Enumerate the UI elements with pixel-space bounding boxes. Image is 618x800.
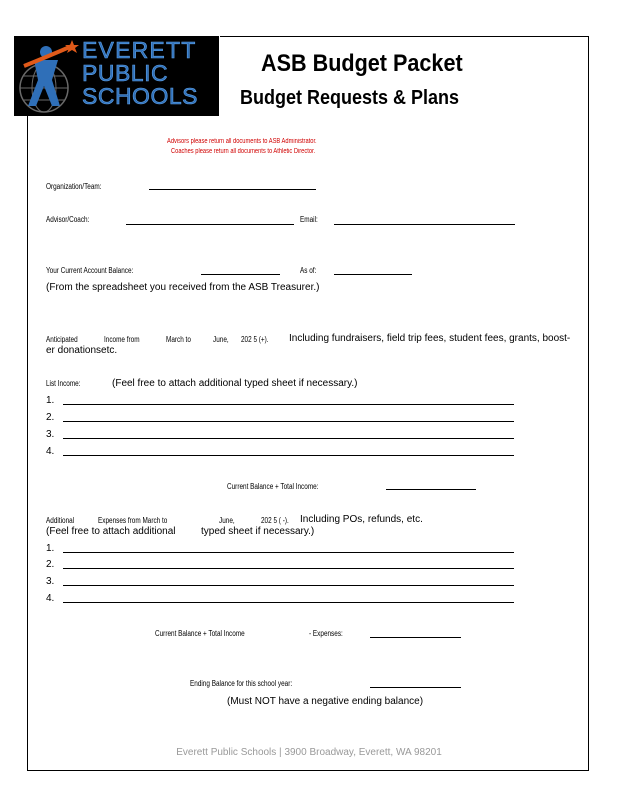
expenses-word-3: June, xyxy=(219,516,235,525)
expense-item-1-field[interactable] xyxy=(63,552,514,553)
expenses-description: Including POs, refunds, etc. xyxy=(300,514,423,525)
globe-figure-icon xyxy=(14,36,84,116)
income-word-3: March to xyxy=(166,335,191,344)
email-field[interactable] xyxy=(334,224,515,225)
expense-item-3-field[interactable] xyxy=(63,585,514,586)
expense-item-number: 4. xyxy=(46,593,55,604)
income-word-1: Anticipated xyxy=(46,335,78,344)
calc-label: Current Balance + Total Income xyxy=(155,629,245,638)
expenses-word-1: Additional xyxy=(46,516,75,525)
expense-item-4-field[interactable] xyxy=(63,602,514,603)
expense-item-number: 3. xyxy=(46,576,55,587)
balance-field[interactable] xyxy=(201,274,280,275)
income-word-4: June, xyxy=(213,335,229,344)
calc-result-field[interactable] xyxy=(370,637,461,638)
expenses-word-4: 202 5 ( -). xyxy=(261,516,289,525)
logo-wordmark: EVERETT PUBLIC SCHOOLS xyxy=(82,37,198,109)
balance-total-label: Current Balance + Total Income: xyxy=(227,482,319,491)
expenses-word-2: Expenses from March to xyxy=(98,516,168,525)
as-of-label: As of: xyxy=(300,266,317,275)
district-logo xyxy=(14,36,219,116)
income-item-number: 2. xyxy=(46,412,55,423)
page-border-top xyxy=(220,36,588,37)
ending-balance-note: (Must NOT have a negative ending balance) xyxy=(227,696,424,707)
income-item-number: 4. xyxy=(46,446,55,457)
ending-balance-field[interactable] xyxy=(370,687,461,688)
expenses-note-b: typed sheet if necessary.) xyxy=(201,526,315,537)
income-item-number: 1. xyxy=(46,395,55,406)
advisor-field[interactable] xyxy=(126,224,294,225)
income-description-2: er donationsetc. xyxy=(46,345,118,356)
list-income-note: (Feel free to attach additional typed sheet if necessary.) xyxy=(112,378,358,389)
balance-label: Your Current Account Balance: xyxy=(46,266,134,275)
advisor-notice: Advisors please return all documents to ASB Administrator. xyxy=(167,138,317,145)
calc-minus-label: - Expenses: xyxy=(309,629,343,638)
page-subtitle: Budget Requests & Plans xyxy=(240,87,460,109)
ending-balance-label: Ending Balance for this school year: xyxy=(190,679,293,688)
organization-field[interactable] xyxy=(149,189,316,190)
organization-label: Organization/Team: xyxy=(46,182,102,191)
coach-notice: Coaches please return all documents to Athletic Director. xyxy=(171,148,316,155)
expenses-note-a: (Feel free to attach additional xyxy=(46,526,176,537)
income-item-3-field[interactable] xyxy=(63,438,514,439)
advisor-label: Advisor/Coach: xyxy=(46,215,90,224)
income-word-2: Income from xyxy=(104,335,140,344)
income-item-number: 3. xyxy=(46,429,55,440)
balance-note: (From the spreadsheet you received from the ASB Treasurer.) xyxy=(46,282,320,293)
page-title: ASB Budget Packet xyxy=(261,50,463,77)
income-item-2-field[interactable] xyxy=(63,421,514,422)
list-income-label: List Income: xyxy=(46,379,81,388)
balance-total-field[interactable] xyxy=(386,489,476,490)
page-footer: Everett Public Schools | 3900 Broadway, Everett, WA 98201 xyxy=(176,747,442,758)
expense-item-2-field[interactable] xyxy=(63,568,514,569)
expense-item-number: 2. xyxy=(46,559,55,570)
as-of-field[interactable] xyxy=(334,274,412,275)
email-label: Email: xyxy=(300,215,318,224)
income-item-4-field[interactable] xyxy=(63,455,514,456)
income-word-5: 202 5 (+). xyxy=(241,335,269,344)
expense-item-number: 1. xyxy=(46,543,55,554)
income-item-1-field[interactable] xyxy=(63,404,514,405)
income-description: Including fundraisers, field trip fees, student fees, grants, boost- xyxy=(289,333,571,344)
